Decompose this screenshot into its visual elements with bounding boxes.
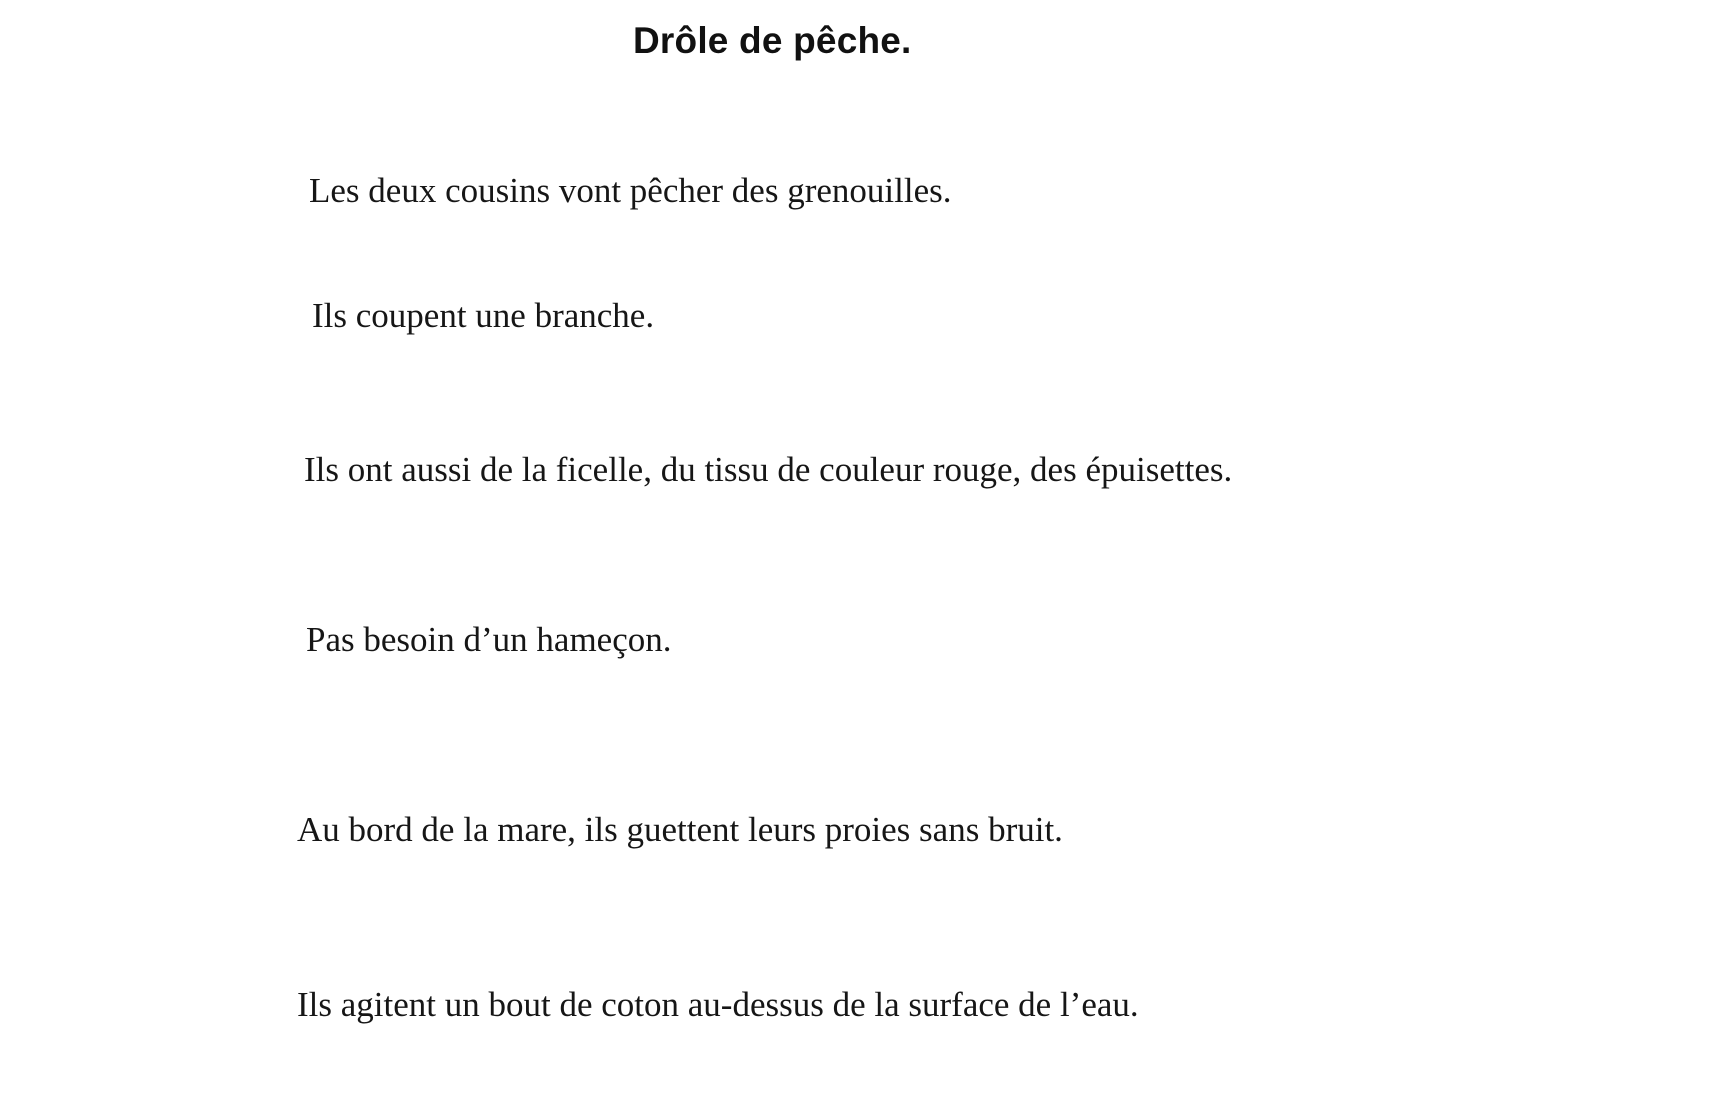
text-line-5: Au bord de la mare, ils guettent leurs proies sans bruit. xyxy=(297,810,1063,849)
text-line-2: Ils coupent une branche. xyxy=(312,296,655,335)
text-line-6: Ils agitent un bout de coton au-dessus de la surface de l’eau. xyxy=(297,985,1139,1024)
text-line-1: Les deux cousins vont pêcher des grenouilles. xyxy=(309,171,952,210)
text-line-3: Ils ont aussi de la ficelle, du tissu de couleur rouge, des épuisettes. xyxy=(304,450,1233,489)
text-line-4: Pas besoin d’un hameçon. xyxy=(306,620,672,659)
document-title: Drôle de pêche. xyxy=(633,20,912,61)
